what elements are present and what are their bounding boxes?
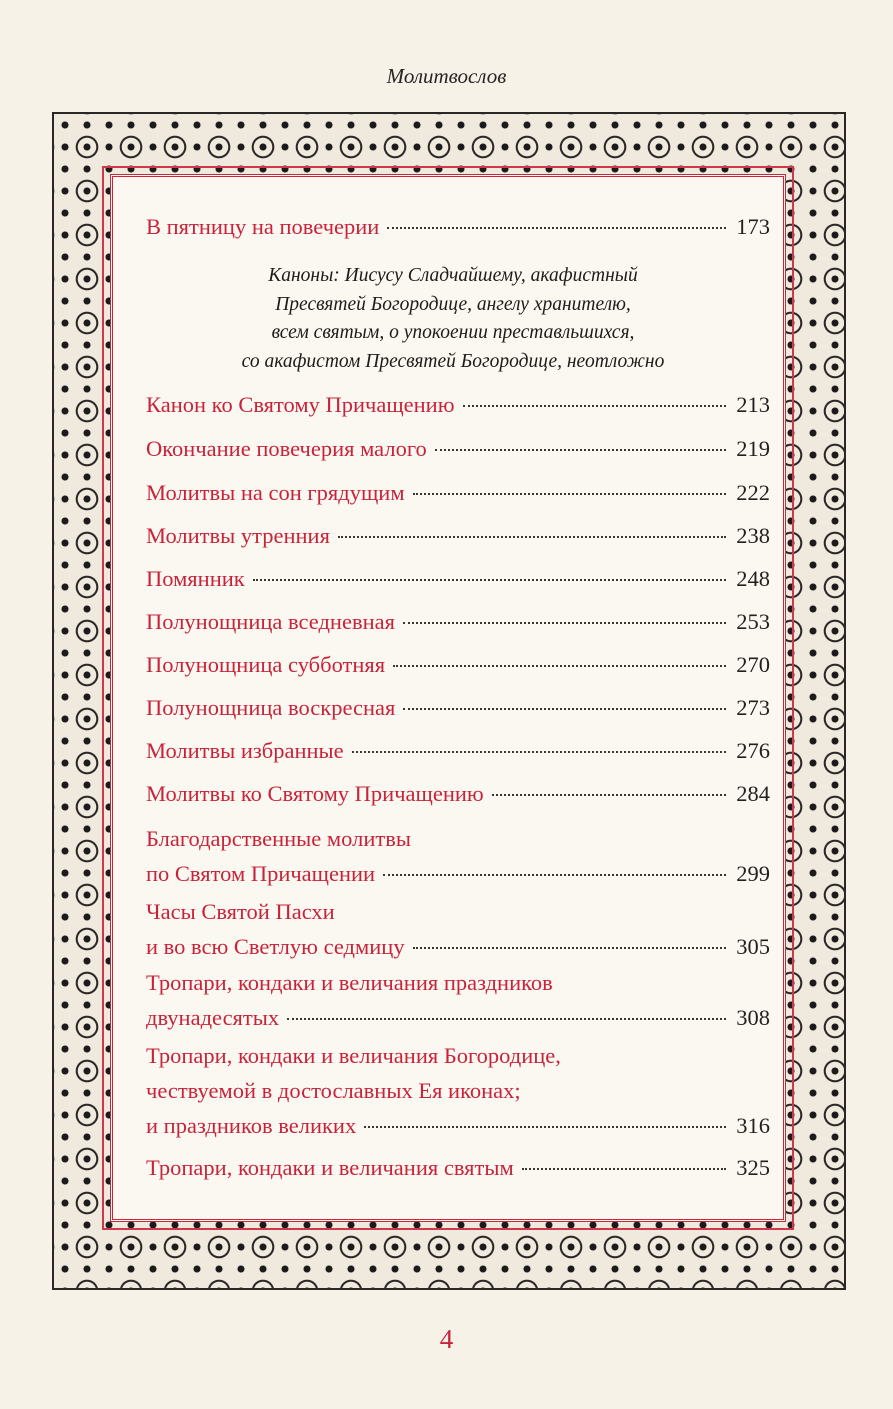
toc-entry-title: двунадесятых <box>146 1005 280 1030</box>
toc-entry[interactable] <box>146 695 770 721</box>
toc-entry-title-line: Благодарственные молитвы <box>146 826 411 851</box>
toc-entry-page: 308 <box>736 1005 770 1030</box>
toc-entry[interactable] <box>146 1043 770 1139</box>
toc-entry[interactable] <box>146 436 770 462</box>
toc-entry-page: 238 <box>736 523 770 548</box>
toc-entry-title: В пятницу на повечерии <box>146 214 380 239</box>
toc-entry-page: 219 <box>736 436 770 461</box>
toc-entry-title: Молитвы на сон грядущим <box>146 480 405 505</box>
toc-entry-page: 222 <box>736 480 770 505</box>
toc-entry-page: 270 <box>736 652 770 677</box>
toc-entry-title: и во всю Светлую седмицу <box>146 934 405 959</box>
toc-entry-page: 325 <box>736 1155 770 1180</box>
dot-leader <box>463 405 727 407</box>
toc-entry-title: Канон ко Святому Причащению <box>146 392 455 417</box>
dot-leader <box>387 227 726 229</box>
toc-note-line: всем святым, о упокоении преставльшихся, <box>271 322 635 343</box>
toc-entry[interactable] <box>146 826 770 887</box>
toc-entry[interactable] <box>146 652 770 678</box>
toc-note-line: со акафистом Пресвятей Богородице, неотложно <box>241 350 665 372</box>
toc-entry-page: 299 <box>736 861 770 886</box>
toc-note-line: Пресвятей Богородице, ангелу хранителю, <box>275 293 631 315</box>
toc-entry-page: 305 <box>736 934 770 959</box>
toc-entry-title: Молитвы утренния <box>146 523 330 548</box>
toc-entry-page: 213 <box>736 392 770 417</box>
dot-leader <box>522 1168 727 1170</box>
toc-entry-title: Полунощница воскресная <box>146 695 396 720</box>
toc-entry-title: и праздников великих <box>146 1113 357 1138</box>
dot-leader <box>383 874 726 876</box>
dot-leader <box>435 449 726 451</box>
toc-note <box>156 262 750 376</box>
dot-leader <box>403 708 726 710</box>
toc-entry-page: 253 <box>736 609 770 634</box>
toc-entry-title-line: Тропари, кондаки и величания праздников <box>146 970 553 995</box>
toc-entry[interactable] <box>146 1155 770 1181</box>
toc-entry[interactable] <box>146 523 770 549</box>
toc-entry[interactable] <box>146 480 770 506</box>
toc-entry-title: Полунощница вседневная <box>146 609 395 634</box>
toc-entry[interactable] <box>146 566 770 592</box>
dot-leader <box>287 1018 726 1020</box>
toc-note-line: Каноны: Иисусу Сладчайшему, акафистный <box>268 265 638 286</box>
page-number: 4 <box>439 1324 454 1354</box>
dot-leader <box>413 947 727 949</box>
toc-entry-title: по Святом Причащении <box>146 861 376 886</box>
toc-entry[interactable] <box>146 738 770 764</box>
toc-entry-title-line: Часы Святой Пасхи <box>146 899 335 924</box>
toc-entry-title-line: Тропари, кондаки и величания Богородице, <box>146 1043 561 1068</box>
toc-entry[interactable] <box>146 970 770 1031</box>
toc-entry-page: 284 <box>736 781 770 806</box>
toc-entry[interactable] <box>146 899 770 960</box>
toc-entry[interactable] <box>146 392 770 418</box>
toc-entry-title: Полунощница субботняя <box>146 652 386 677</box>
dot-leader <box>492 794 727 796</box>
dot-leader <box>253 579 727 581</box>
toc-entry[interactable] <box>146 609 770 635</box>
toc-entry-page: 316 <box>736 1113 770 1138</box>
toc-entry-title: Окончание повечерия малого <box>146 436 427 461</box>
dot-leader <box>403 622 726 624</box>
toc-entry-page: 248 <box>736 566 770 591</box>
dot-leader <box>338 536 726 538</box>
dot-leader <box>352 751 727 753</box>
toc-entry-page: 173 <box>736 214 770 239</box>
toc-entry[interactable] <box>146 781 770 807</box>
toc-entry-title: Молитвы избранные <box>146 738 344 763</box>
dot-leader <box>413 493 727 495</box>
toc-entry-title: Помянник <box>146 566 245 591</box>
running-head: Молитвослов <box>386 64 507 88</box>
dot-leader <box>393 665 726 667</box>
toc-entry-page: 273 <box>736 695 770 720</box>
toc-entry[interactable] <box>146 214 770 240</box>
toc-entry-page: 276 <box>736 738 770 763</box>
toc-entry-title-line: чествуемой в достославных Ея иконах; <box>146 1078 521 1103</box>
toc-entry-title: Тропари, кондаки и величания святым <box>146 1155 514 1180</box>
dot-leader <box>364 1126 726 1128</box>
toc-entry-title: Молитвы ко Святому Причащению <box>146 781 484 806</box>
